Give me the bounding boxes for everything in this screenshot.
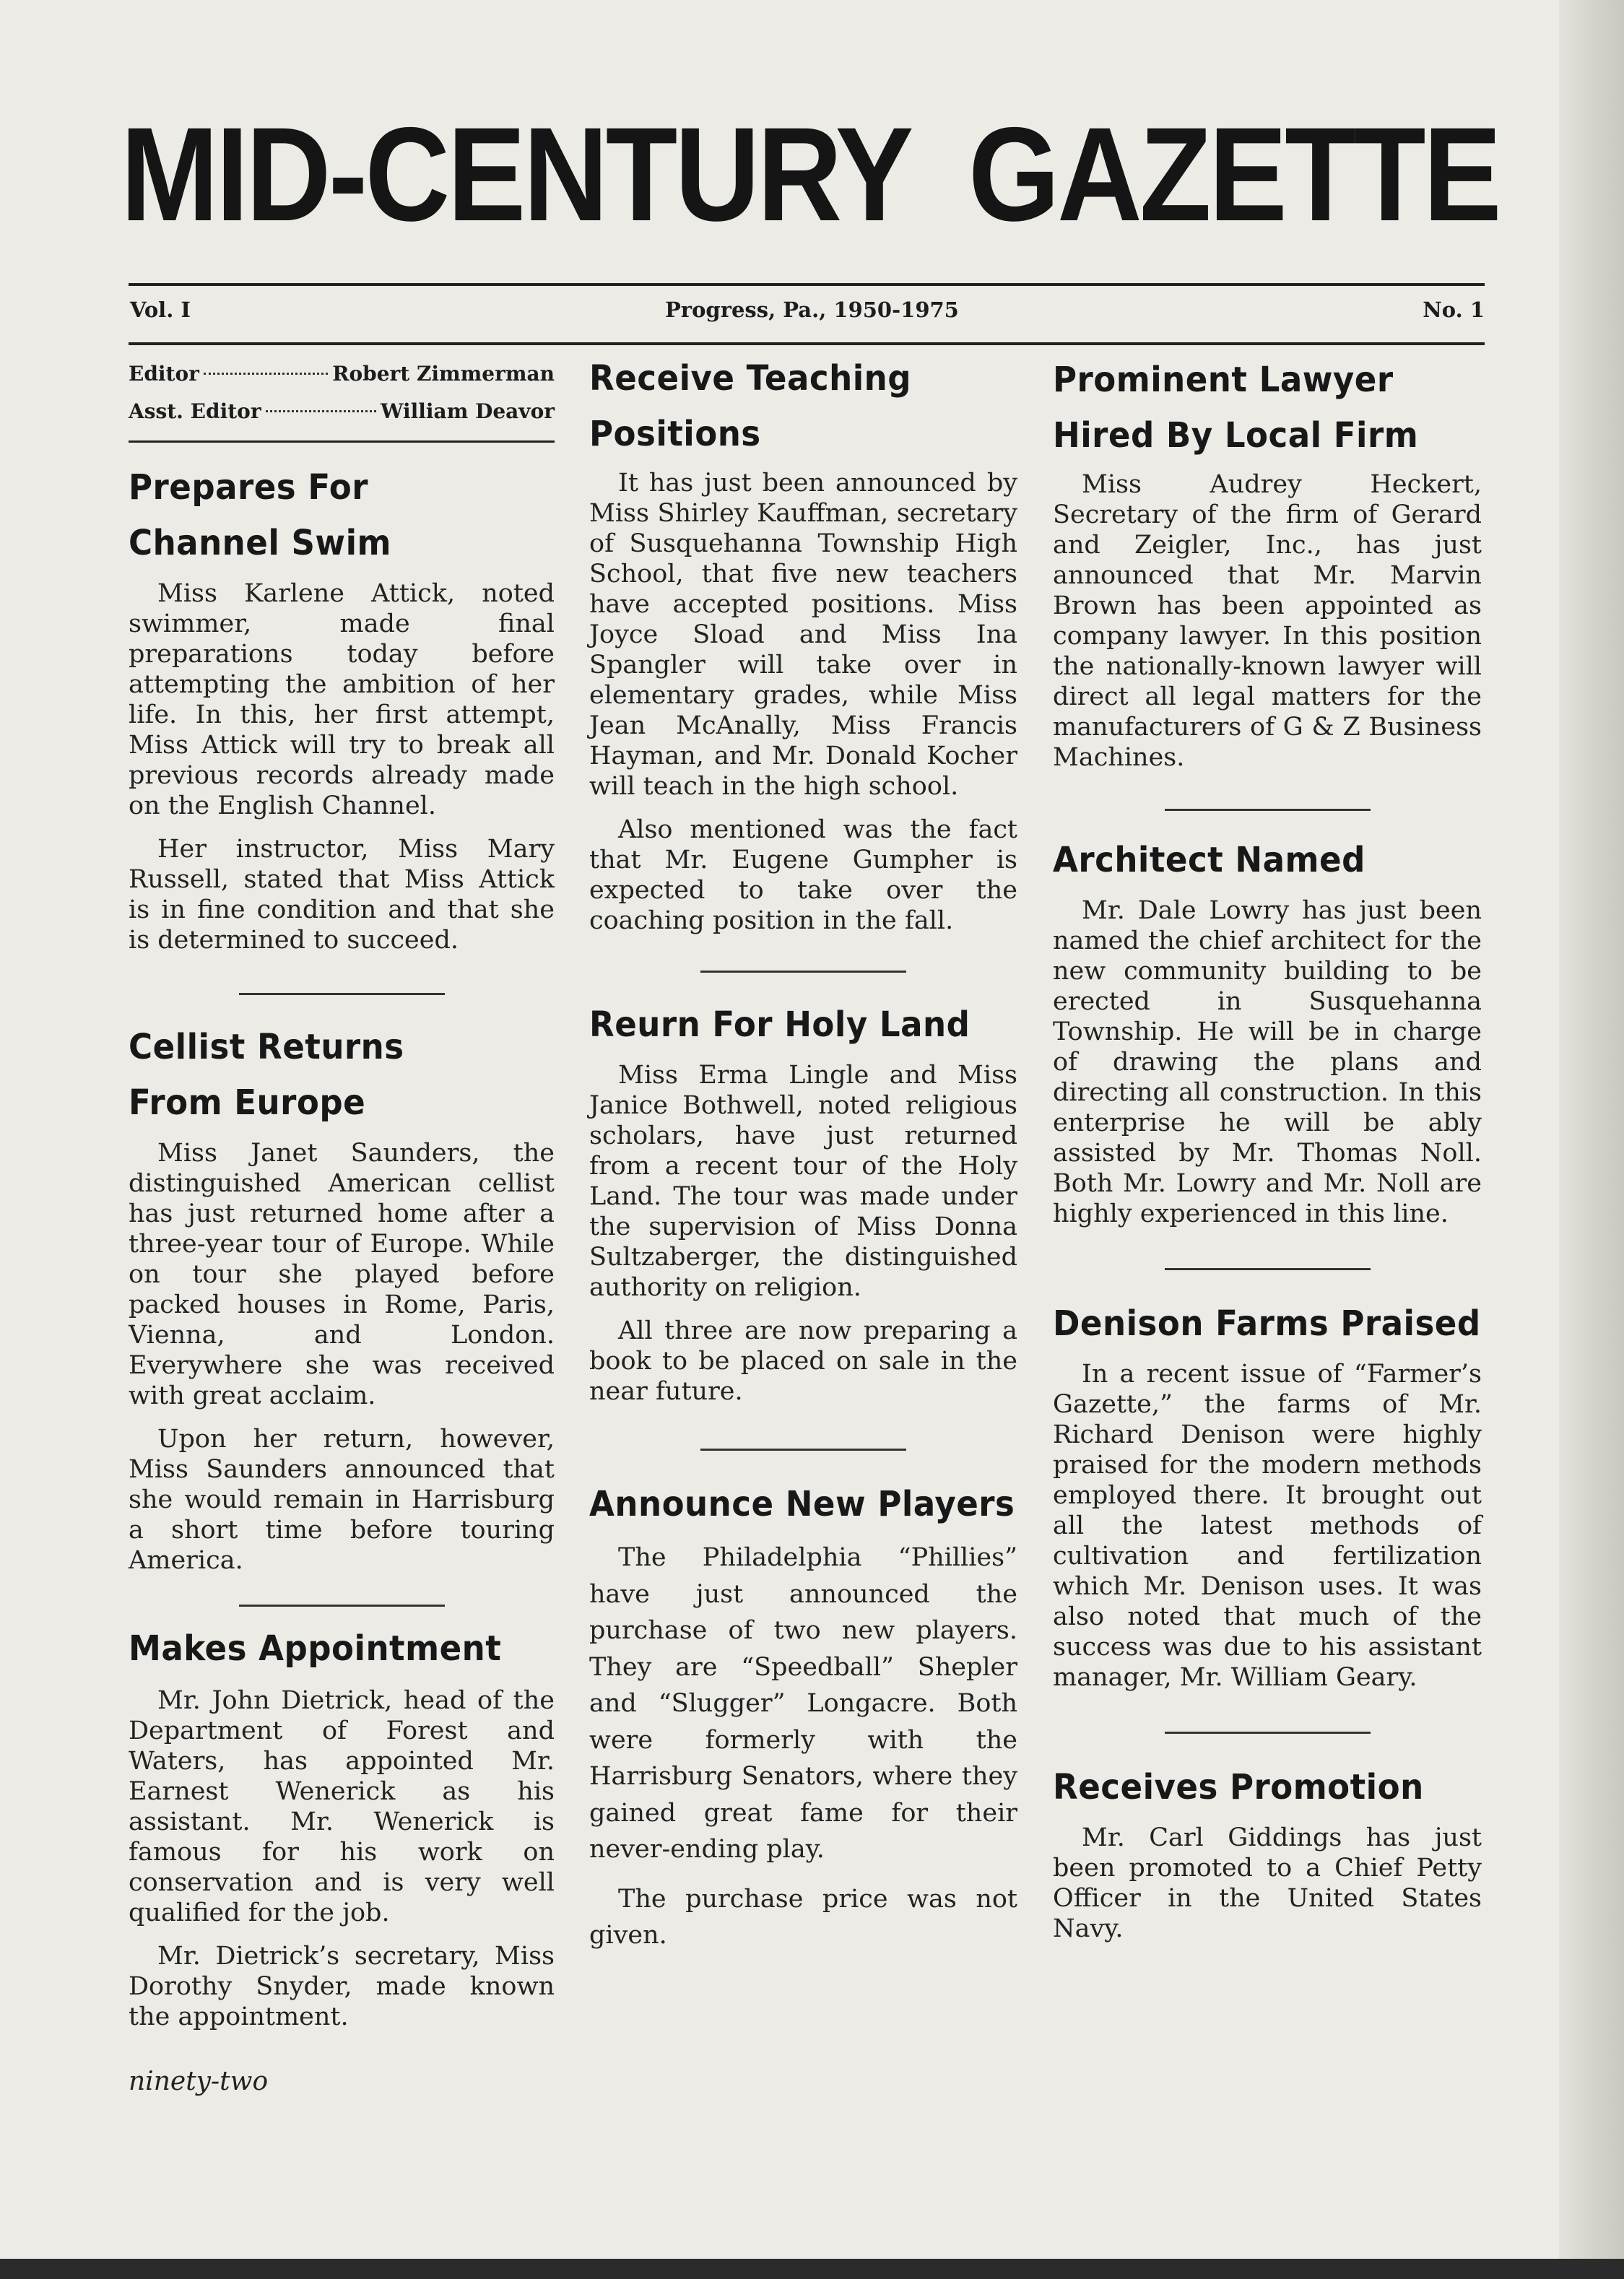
article-paragraph: Miss Audrey Heckert, Secretary of the firm of Gerard and Zeigler, Inc., has just announced that Mr. Marvin Brown has been appointed as company lawyer. In this position the nationally-known lawyer will direct all legal matters for the manufacturers of G & Z Business Machines. [1053,470,1482,772]
article-headline: From Europe [129,1082,366,1123]
staff-name: Robert Zimmerman [332,362,555,386]
article-paragraph: Miss Karlene Attick, noted swimmer, made final preparations today before attempting the ambition of her life. In this, her first attempt, Miss Attick will try to break all previous records already made on the English Channel. [129,579,555,820]
article-divider [1165,809,1371,811]
article-paragraph: Mr. Dale Lowry has just been named the chief architect for the new community building to be erected in Susquehanna Township. He will be in charge of drawing the plans and directing all construction. In this enterprise he will be ably assisted by Mr. Thomas Noll. Both Mr. Lowry and Mr. Noll are highly experienced in this line. [1053,896,1482,1228]
staff-line-editor [129,355,555,393]
article-channel-swim [129,460,555,955]
article-divider [239,1605,445,1607]
article-paragraph: Mr. Dietrick’s secretary, Miss Dorothy Snyder, made known the appointment. [129,1942,555,2031]
staff-box [129,355,555,443]
article-headline: Makes Appointment [129,1628,502,1669]
article-paragraph: Also mentioned was the fact that Mr. Eugene Gumpher is expected to take over the coaching position in the fall. [589,815,1017,935]
column-middle [589,354,1017,1954]
article-headline: Receives Promotion [1053,1767,1424,1807]
article-paragraph: Miss Janet Saunders, the distinguished American cellist has just returned home after a three-year tour of Europe. While on tour she played before packed houses in Rome, Paris, Vienna, and London. Everywhere she was received with great acclaim. [129,1139,555,1410]
column-right [1053,354,1482,1944]
article-headline: Architect Named [1053,840,1365,880]
article-divider [239,993,445,995]
article-paragraph: In a recent issue of “Farmer’s Gazette,” the farms of Mr. Richard Denison were highly praised for the modern methods employed there. It brought out all the latest methods of cultivation and fertilization which Mr. Denison uses. It was also noted that much of the success was due to his assistant manager, Mr. William Geary. [1053,1360,1482,1692]
article-lawyer [1053,352,1482,773]
article-headline: Announce New Players [589,1484,1015,1524]
article-farms [1053,1296,1482,1693]
volume-label: Vol. I [130,298,191,322]
page-bottom-border [0,2259,1624,2279]
staff-line-asst-editor [129,393,555,430]
article-holy-land [589,997,1017,1407]
article-paragraph: Upon her return, however, Miss Saunders announced that she would remain in Harrisburg a short time before touring America. [129,1425,555,1575]
article-paragraph: All three are now preparing a book to be placed on sale in the near future. [589,1316,1017,1406]
masthead-title [95,100,1524,249]
staff-role: Editor [129,362,199,386]
place-dates-label: Progress, Pa., 1950-1975 [665,298,959,322]
article-appointment [129,1621,555,2032]
article-headline: Prominent Lawyer [1053,360,1394,400]
article-paragraph: It has just been announced by Miss Shirley Kauffman, secretary of Susquehanna Township High School, that five new teachers have accepted positions. Miss Joyce Sload and Miss Ina Spangler will take over in elementary grades, while Miss Jean McAnally, Miss Francis Hayman, and Mr. Donald Kocher will teach in the high school. [589,469,1017,801]
article-cellist [129,1020,555,1576]
article-headline: Prepares For [129,467,368,508]
article-headline: Reurn For Holy Land [589,1004,971,1045]
staff-rule [129,440,555,443]
dateline [129,298,1485,334]
article-architect [1053,833,1482,1229]
article-divider [700,971,906,973]
leader-dots [204,373,328,375]
article-divider [1165,1268,1371,1270]
column-left [129,354,555,2032]
page-edge-shadow [1559,0,1624,2279]
article-paragraph: The Philadelphia “Phillies” have just announced the purchase of two new players. They are “Speedball” Shepler and “Slugger” Longacre. Both were formerly with the Harrisburg Senators, where they gained great fame for their never-ending play. [589,1543,1017,1864]
article-divider [1165,1732,1371,1734]
article-headline: Receive Teaching [589,358,911,399]
article-paragraph: Mr. Carl Giddings has just been promoted to a Chief Petty Officer in the United States Navy. [1053,1823,1482,1943]
article-headline: Positions [589,414,761,454]
article-paragraph: Mr. John Dietrick, head of the Department of Forest and Waters, has appointed Mr. Earnest Wenerick as his assistant. Mr. Wenerick is famous for his work on conservation and is very well qualified for the job. [129,1686,555,1927]
page-folio: ninety-two [129,2067,269,2096]
dateline-rule-bottom [129,342,1485,345]
article-headline: Cellist Returns [129,1027,404,1067]
article-headline: Hired By Local Firm [1053,415,1419,456]
article-promotion [1053,1760,1482,1944]
staff-name: William Deavor [381,399,555,423]
article-paragraph: The purchase price was not given. [589,1884,1017,1950]
dateline-rule-top [129,283,1485,286]
article-paragraph: Her instructor, Miss Mary Russell, stated that Miss Attick is in fine condition and that she is determined to succeed. [129,835,555,955]
article-teaching [589,351,1017,936]
article-headline: Denison Farms Praised [1053,1303,1481,1344]
masthead-title-right: GAZETTE [968,100,1500,249]
article-headline: Channel Swim [129,523,392,563]
article-players [589,1477,1017,1954]
issue-number-label: No. 1 [1423,298,1485,322]
leader-dots [266,410,376,412]
staff-role: Asst. Editor [129,399,261,423]
masthead-title-left: MID-CENTURY [121,100,911,249]
article-paragraph: Miss Erma Lingle and Miss Janice Bothwell, noted religious scholars, have just returned from a recent tour of the Holy Land. The tour was made under the supervision of Miss Donna Sultzaberger, the distinguished authority on religion. [589,1061,1017,1302]
article-divider [700,1449,906,1451]
